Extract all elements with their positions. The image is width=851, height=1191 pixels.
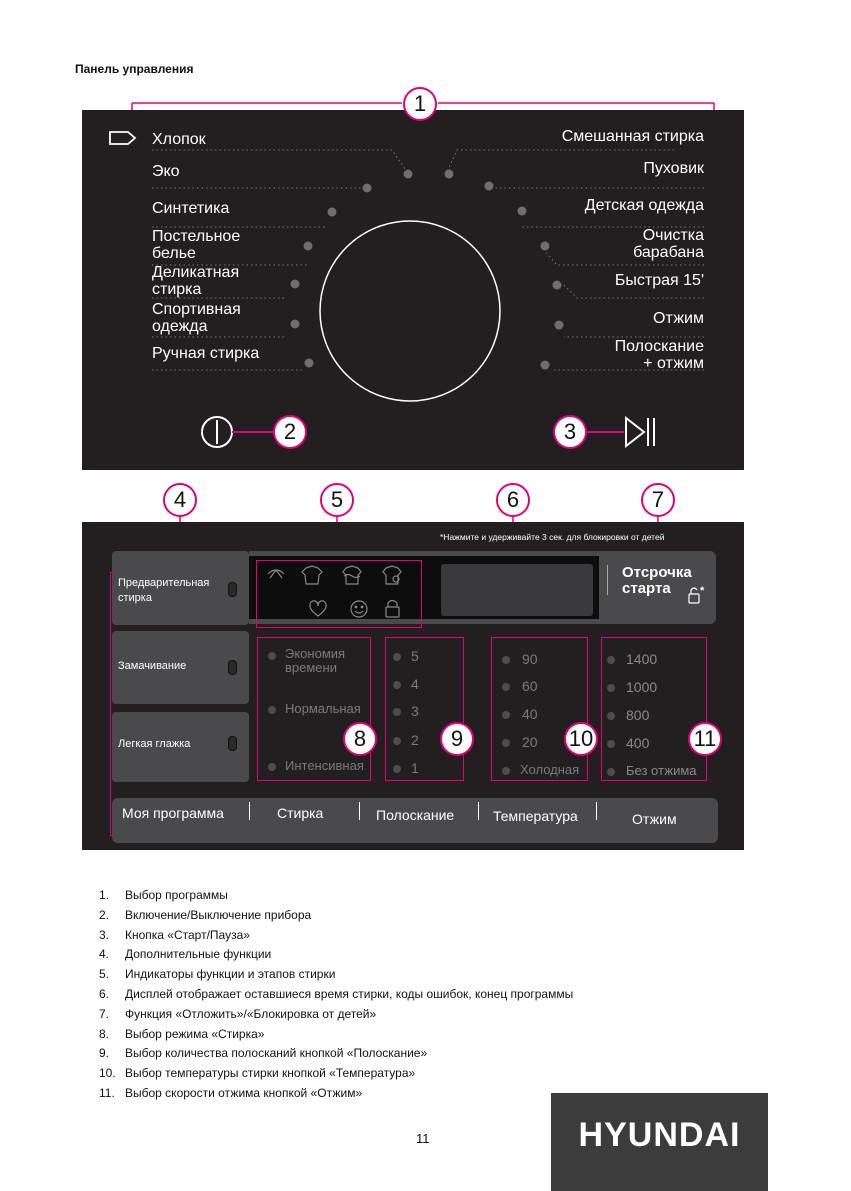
spin-button[interactable]: Отжим (632, 811, 677, 827)
easy-iron-button[interactable] (112, 712, 249, 782)
temperature-button[interactable]: Температура (493, 808, 578, 824)
legend-text: Выбор количества полосканий кнопкой «Полоскание» (125, 1046, 428, 1061)
shirt-icon (302, 566, 322, 584)
program-handwash[interactable]: Ручная стирка (152, 345, 260, 362)
program-quick15[interactable]: Быстрая 15' (614, 272, 704, 289)
callout-10: 10 (564, 722, 598, 756)
program-bedding[interactable]: Постельное белье (152, 228, 241, 262)
callout-7: 7 (641, 483, 675, 517)
control-panel-bottom: *Нажмите и удерживайте 3 сек. для блокировки от детей Предварительная стирка Замачивание Легкая глажка Отсрочка старта * Экономия времени Нормальная Интенсивная 5 4 3 2 1 90 60 40 20 Холодная 1400 1000 800 400 Без отжима Моя программа Стирка Полоскание Температура Отжим (82, 522, 744, 850)
legend-item (99, 1005, 573, 1025)
easy-iron-label: Легкая глажка (118, 738, 191, 750)
legend-number: 7. (99, 1006, 110, 1021)
legend-number: 10. (99, 1066, 116, 1081)
power-icon[interactable] (202, 417, 275, 447)
legend-text: Дисплей отображает оставшиеся время стирки, коды ошибок, конец программы (125, 986, 574, 1001)
legend-number: 3. (99, 927, 110, 942)
legend-text: Выбор скорости отжима кнопкой «Отжим» (125, 1085, 363, 1100)
legend-item (99, 985, 573, 1005)
brand-logo-text: HYUNDAI (578, 1116, 741, 1154)
easy-iron-led (228, 736, 237, 751)
soak-led (228, 660, 237, 675)
program-down[interactable]: Пуховик (643, 160, 704, 177)
lock-icon (386, 601, 399, 618)
legend-number: 5. (99, 967, 110, 982)
legend-item (99, 1064, 573, 1084)
program-cotton[interactable]: Хлопок (152, 131, 206, 148)
legend-item (99, 906, 573, 926)
callout-6: 6 (496, 483, 530, 517)
program-drum-clean[interactable]: Очистка барабана (633, 227, 704, 261)
page-title: Панель управления (75, 62, 194, 76)
brand-logo (551, 1093, 768, 1191)
legend-text: Функция «Отложить»/«Блокировка от детей» (125, 1006, 377, 1021)
page-number: 11 (416, 1131, 430, 1146)
program-delicate[interactable]: Деликатная стирка (152, 264, 240, 298)
legend-item (99, 945, 573, 965)
legend-text: Выбор программы (125, 888, 228, 902)
tab-divider (359, 802, 360, 820)
legend-list (99, 886, 573, 1104)
rinse-button[interactable]: Полоскание (376, 807, 455, 823)
program-spin[interactable]: Отжим (653, 310, 704, 327)
tab-divider (478, 802, 479, 820)
tab-divider (249, 802, 250, 820)
legend-number: 2. (99, 907, 110, 922)
callout-2: 2 (273, 415, 307, 449)
legend-number: 8. (99, 1026, 110, 1041)
stage-indicators (264, 564, 414, 624)
child-lock-icon (685, 585, 709, 609)
legend-text: Кнопка «Старт/Пауза» (125, 927, 250, 942)
program-baby[interactable]: Детская одежда (584, 197, 704, 214)
callout-4: 4 (163, 483, 197, 517)
legend-number: 11. (99, 1085, 115, 1100)
delay-divider (607, 565, 608, 595)
prewash-icon (268, 570, 284, 578)
shirt-care-icon (383, 566, 401, 584)
my-program-button[interactable]: Моя программа (122, 805, 224, 821)
tab-divider (596, 802, 597, 820)
program-synthetics[interactable]: Синтетика (152, 200, 230, 217)
prewash-label: Предварительная стирка (118, 577, 210, 604)
soak-label: Замачивание (118, 660, 187, 672)
legend-text: Индикаторы функции и этапов стирки (125, 967, 336, 982)
delay-start-label: Отсрочка старта (622, 564, 692, 597)
legend-item (99, 886, 573, 906)
legend-item (99, 1025, 573, 1045)
wash-button[interactable]: Стирка (277, 805, 324, 821)
play-pause-icon[interactable] (587, 418, 654, 446)
legend-number: 6. (99, 986, 110, 1001)
control-panel-top (82, 110, 744, 470)
time-display (441, 564, 593, 616)
program-eco[interactable]: Эко (152, 163, 180, 180)
wash-icon (343, 566, 361, 584)
legend-item (99, 926, 573, 946)
legend-item (99, 1084, 573, 1104)
legend-text: Выбор режима «Стирка» (125, 1026, 265, 1041)
legend-number: 4. (99, 947, 110, 962)
heart-icon (310, 601, 326, 616)
legend-item (99, 1044, 573, 1064)
legend-number: 1. (99, 888, 110, 902)
soak-button[interactable] (112, 631, 249, 704)
legend-number: 9. (99, 1046, 110, 1061)
program-rinse-spin[interactable]: Полоскание + отжим (614, 338, 704, 372)
tag-icon (110, 132, 135, 144)
prewash-led (228, 582, 237, 597)
prewash-button[interactable] (112, 551, 249, 625)
callout-1: 1 (403, 87, 437, 121)
legend-text: Включение/Выключение прибора (125, 907, 312, 922)
svg-text:*: * (700, 585, 705, 597)
child-lock-note: *Нажмите и удерживайте 3 сек. для блокировки от детей (440, 532, 665, 542)
callout-9: 9 (440, 722, 474, 756)
legend-item (99, 965, 573, 985)
callout-3: 3 (553, 415, 587, 449)
smiley-icon (351, 601, 367, 617)
legend-text: Дополнительные функции (125, 947, 272, 962)
callout-5: 5 (320, 483, 354, 517)
legend-text: Выбор температуры стирки кнопкой «Температура» (125, 1066, 416, 1081)
program-mixed[interactable]: Смешанная стирка (561, 128, 704, 145)
callout-8: 8 (343, 722, 377, 756)
program-sportswear[interactable]: Спортивная одежда (152, 301, 241, 335)
callout-11: 11 (688, 722, 722, 756)
